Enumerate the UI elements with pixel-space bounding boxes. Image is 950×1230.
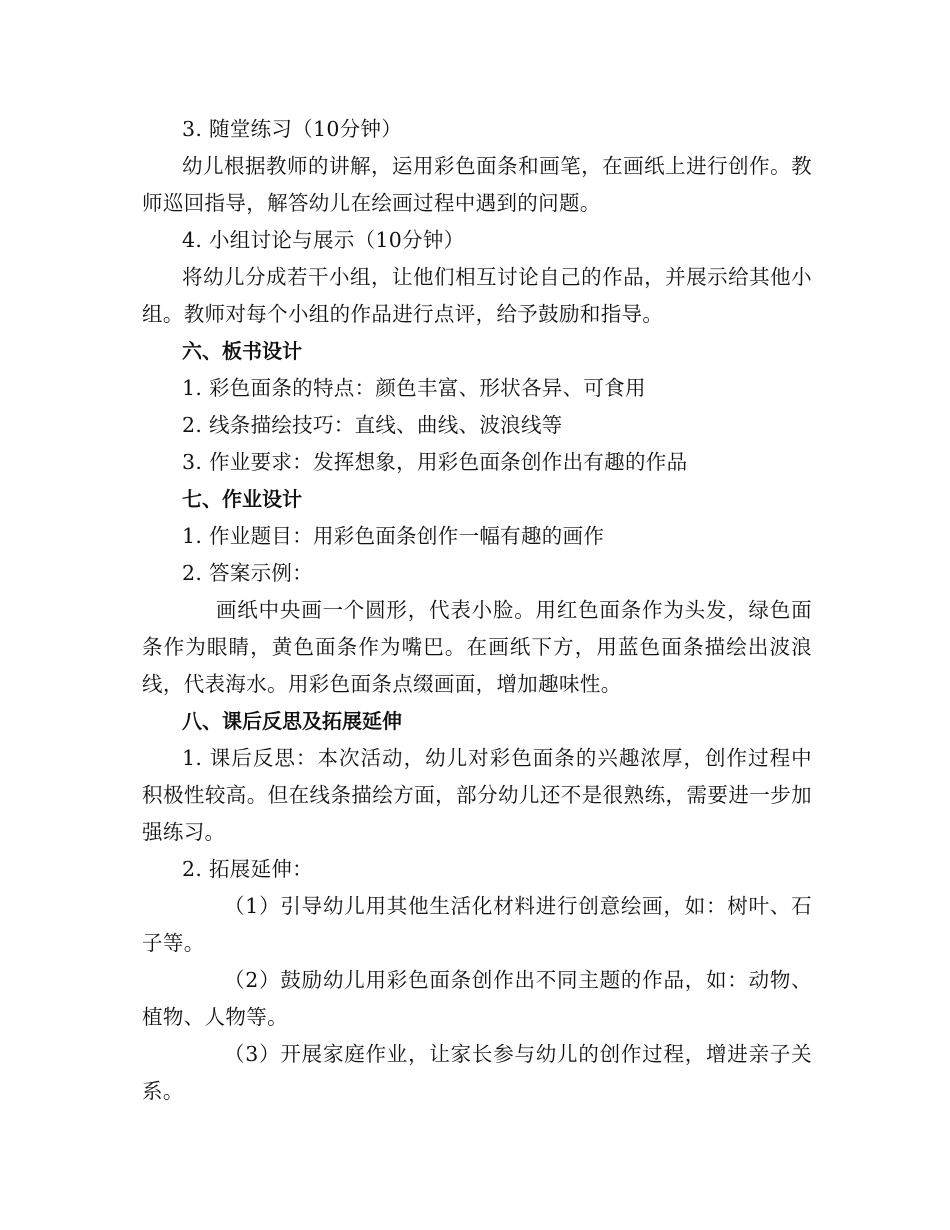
homework-item-1: 1. 作业题目：用彩色面条创作一幅有趣的画作 (182, 524, 605, 548)
section-heading-board-design: 六、板书设计 (182, 339, 302, 363)
section-heading-reflection: 八、课后反思及拓展延伸 (182, 709, 402, 733)
step-4-paragraph: 将幼儿分成若干小组，让他们相互讨论自己的作品，并展示给其他小组。教师对每个小组的作品进行点评，给予鼓励和指导。 (142, 265, 812, 326)
homework-item-2: 2. 答案示例： (182, 561, 313, 585)
document-body (142, 111, 812, 1110)
answer-example-paragraph: 画纸中央画一个圆形，代表小脸。用红色面条作为头发，绿色面条作为眼睛，黄色面条作为嘴巴。在画纸下方，用蓝色面条描绘出波浪线，代表海水。用彩色面条点缀画面，增加趣味性。 (142, 598, 812, 696)
extension-label: 2. 拓展延伸： (182, 857, 313, 881)
board-item-3: 3. 作业要求：发挥想象，用彩色面条创作出有趣的作品 (182, 450, 688, 474)
board-item-2: 2. 线条描绘技巧：直线、曲线、波浪线等 (182, 413, 563, 437)
extension-item-3: （3）开展家庭作业，让家长参与幼儿的创作过程，增进亲子关系。 (142, 1042, 812, 1103)
extension-item-1: （1）引导幼儿用其他生活化材料进行创意绘画，如：树叶、石子等。 (142, 894, 812, 955)
board-item-1: 1. 彩色面条的特点：颜色丰富、形状各异、可食用 (182, 376, 646, 400)
extension-item-2: （2）鼓励幼儿用彩色面条创作出不同主题的作品，如：动物、植物、人物等。 (142, 968, 812, 1029)
step-4-heading: 4. 小组讨论与展示（10分钟） (182, 228, 465, 252)
step-3-heading: 3. 随堂练习（10分钟） (182, 117, 403, 141)
step-3-paragraph: 幼儿根据教师的讲解，运用彩色面条和画笔，在画纸上进行创作。教师巡回指导，解答幼儿在绘画过程中遇到的问题。 (142, 154, 812, 215)
section-heading-homework-design: 七、作业设计 (182, 487, 302, 511)
reflection-paragraph: 1. 课后反思：本次活动，幼儿对彩色面条的兴趣浓厚，创作过程中积极性较高。但在线条描绘方面，部分幼儿还不是很熟练，需要进一步加强练习。 (142, 746, 812, 844)
